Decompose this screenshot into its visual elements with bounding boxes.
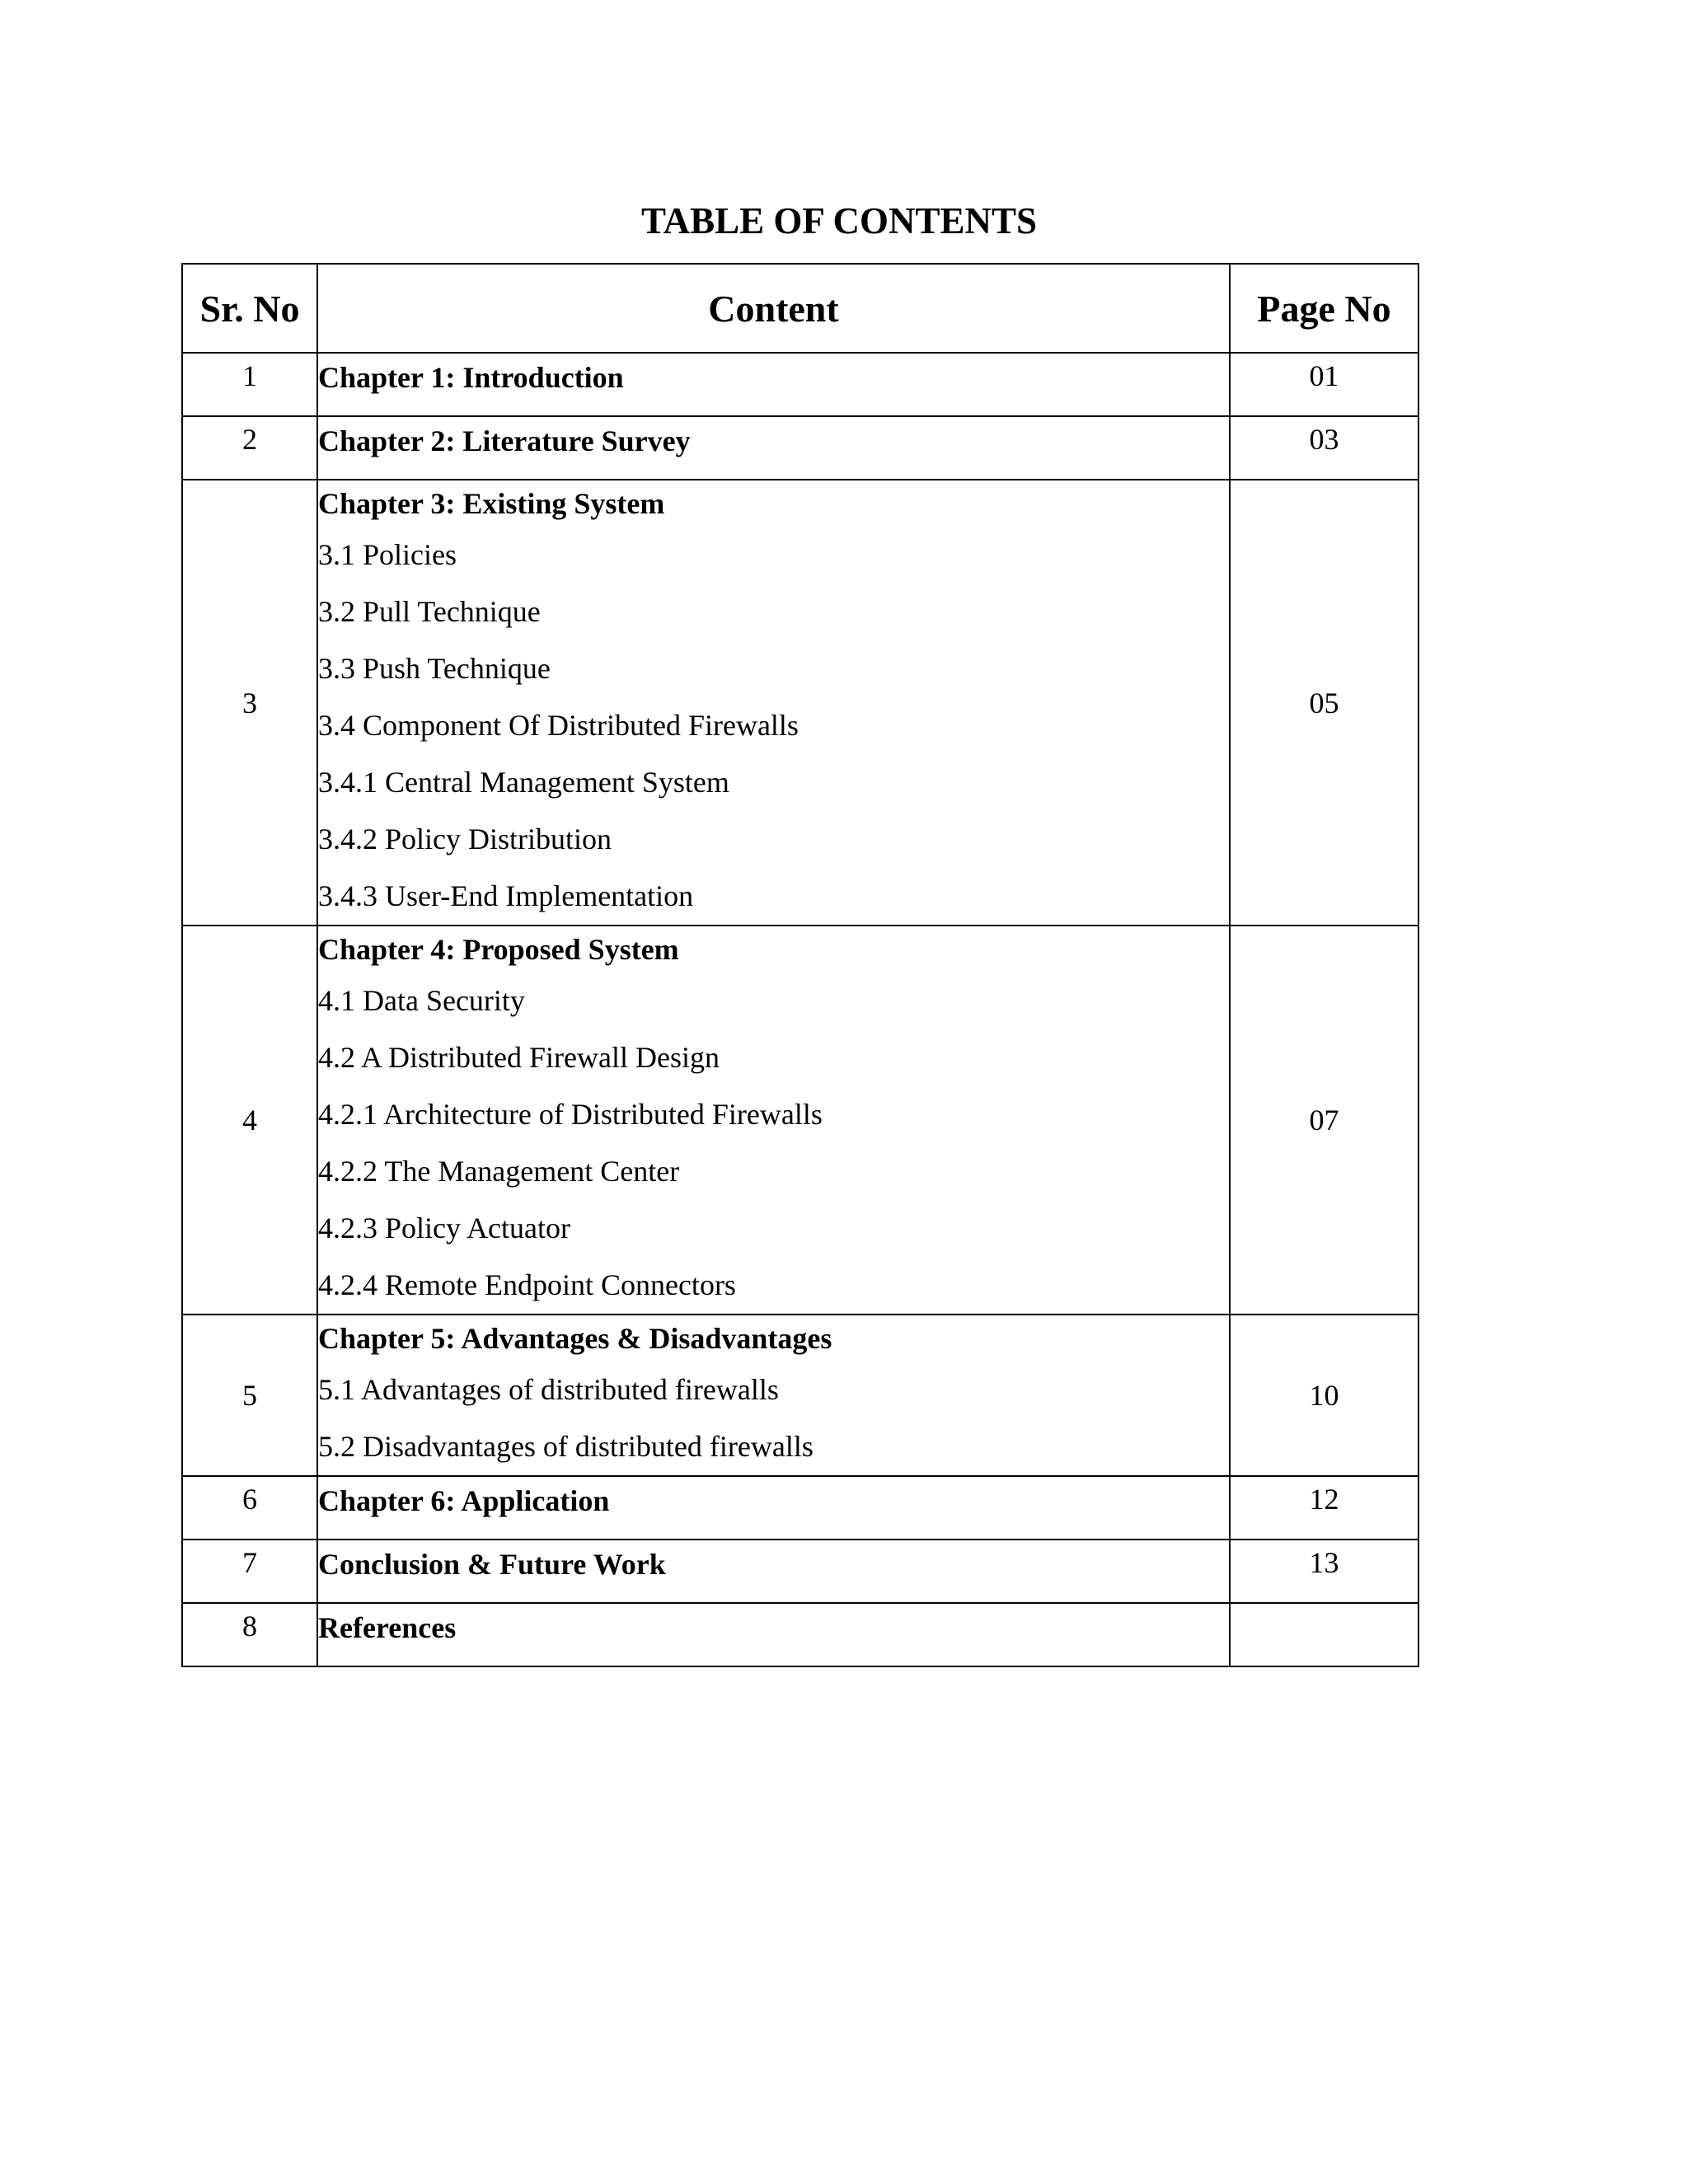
row-page-no: 10 [1230,1315,1418,1476]
chapter-title: Chapter 1: Introduction [318,361,624,394]
section-title: 4.2.3 Policy Actuator [318,1212,570,1244]
row-page-no: 12 [1230,1476,1418,1540]
row-page-no: 07 [1230,926,1418,1315]
chapter-title: References [318,1611,457,1644]
table-row [182,416,1418,480]
section-title: 4.2.4 Remote Endpoint Connectors [318,1268,736,1301]
table-body [182,353,1418,1666]
section-title: 3.3 Push Technique [318,652,551,685]
chapter-title: Chapter 2: Literature Survey [318,424,691,457]
table-row [182,1476,1418,1540]
table-row [182,353,1418,416]
row-content [317,1476,1230,1540]
row-sr-no: 1 [182,353,317,416]
table-row [182,480,1418,926]
row-sr-no: 2 [182,416,317,480]
row-content [317,926,1230,1315]
row-sr-no: 3 [182,480,317,926]
section-title: 5.1 Advantages of distributed firewalls [318,1373,779,1406]
row-sr-no: 5 [182,1315,317,1476]
row-sr-no: 8 [182,1603,317,1666]
row-sr-no: 6 [182,1476,317,1540]
row-content [317,1540,1230,1603]
section-title: 3.4.1 Central Management System [318,766,729,799]
header-page-no: Page No [1230,264,1418,353]
section-title: 5.2 Disadvantages of distributed firewalls [318,1430,814,1463]
table-row [182,1315,1418,1476]
row-page-no: 05 [1230,480,1418,926]
row-page-no: 13 [1230,1540,1418,1603]
row-content [317,1603,1230,1666]
row-content [317,353,1230,416]
section-title: 3.4.2 Policy Distribution [318,823,612,855]
row-content [317,416,1230,480]
section-title: 4.2 A Distributed Firewall Design [318,1041,720,1074]
chapter-title: Conclusion & Future Work [318,1548,666,1581]
header-content: Content [317,264,1230,353]
row-sr-no: 4 [182,926,317,1315]
chapter-title: Chapter 3: Existing System [318,487,665,520]
header-sr-no: Sr. No [182,264,317,353]
section-title: 4.2.1 Architecture of Distributed Firewalls [318,1098,823,1131]
section-title: 3.4 Component Of Distributed Firewalls [318,709,799,742]
row-page-no: 03 [1230,416,1418,480]
row-sr-no: 7 [182,1540,317,1603]
row-content [317,480,1230,926]
page-title: TABLE OF CONTENTS [640,200,1038,241]
section-title: 4.1 Data Security [318,984,525,1017]
table-row [182,1540,1418,1603]
chapter-title: Chapter 4: Proposed System [318,933,679,966]
section-title: 4.2.2 The Management Center [318,1155,680,1188]
section-title: 3.2 Pull Technique [318,595,541,628]
table-row [182,1603,1418,1666]
section-title: 3.4.3 User-End Implementation [318,879,694,912]
table-of-contents [181,263,1419,1667]
section-title: 3.1 Policies [318,538,457,571]
row-page-no [1230,1603,1418,1666]
chapter-title: Chapter 6: Application [318,1484,610,1517]
table-row [182,926,1418,1315]
row-page-no: 01 [1230,353,1418,416]
chapter-title: Chapter 5: Advantages & Disadvantages [318,1322,832,1355]
row-content [317,1315,1230,1476]
table-header-row [182,264,1418,353]
